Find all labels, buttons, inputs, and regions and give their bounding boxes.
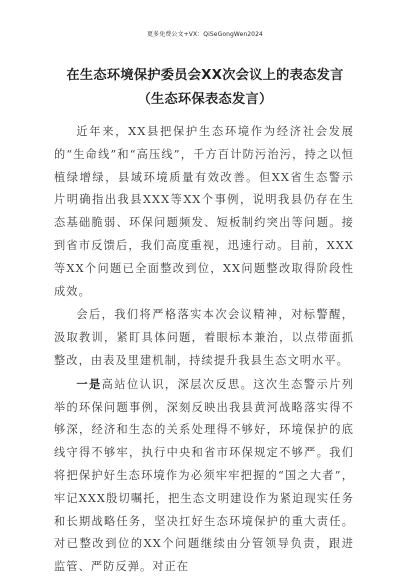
paragraph-lead: 一是 [76, 376, 102, 391]
header-note: 更多免费公文+VX：QiSeGongWen2024 [147, 31, 263, 38]
document-body [54, 120, 354, 579]
paragraph-text: 会后，我们将严格落实本次会议精神，对标警醒，汲取教训，紧盯具体问题，着眼标本兼治，以点带面抓整改，由表及里建机制，持续提升我县生态文明水平。 [54, 308, 354, 367]
paragraph-text: 近年来，XX县把保护生态环境作为经济社会发展的“生命线”和“高压线”，千方百计防污治污，持之以恒植绿增绿，县域环境质量有效改善。但XX省生态警示片明确指出我县XXX等XX个事例，说明我县仍存在生态基础脆弱、环保问题频发、短板制约突出等问题。接到省市反馈后，我们高度重视，迅速行动。目前，XXX等XX个问题已全面整改到位，XX问题整改取得阶段性成效。 [54, 125, 354, 298]
paragraph [54, 303, 354, 372]
paragraph [54, 120, 354, 303]
paragraph-text: 高站位认识，深层次反思。这次生态警示片列举的环保问题事例，深刻反映出我县黄河战略落实得不够深，经济和生态的关系处理得不够好，环境保护的底线守得不够牢，执行中央和省市环保规定不够严。我们将把保护好生态环境作为必须牢牢把握的“国之大者”，牢记XXX殷切嘱托，把生态文明建设作为紧迫现实任务和长期战略任务，坚决扛好生态环境保护的重大责任。对已整改到位的XX个问题继续由分管领导负责，跟进监管、严防反弹。对正在 [54, 377, 354, 574]
document-title: 在生态环境保护委员会XX次会议上的表态发言（生态环保表态发言） [66, 68, 344, 107]
paragraph [54, 373, 354, 579]
